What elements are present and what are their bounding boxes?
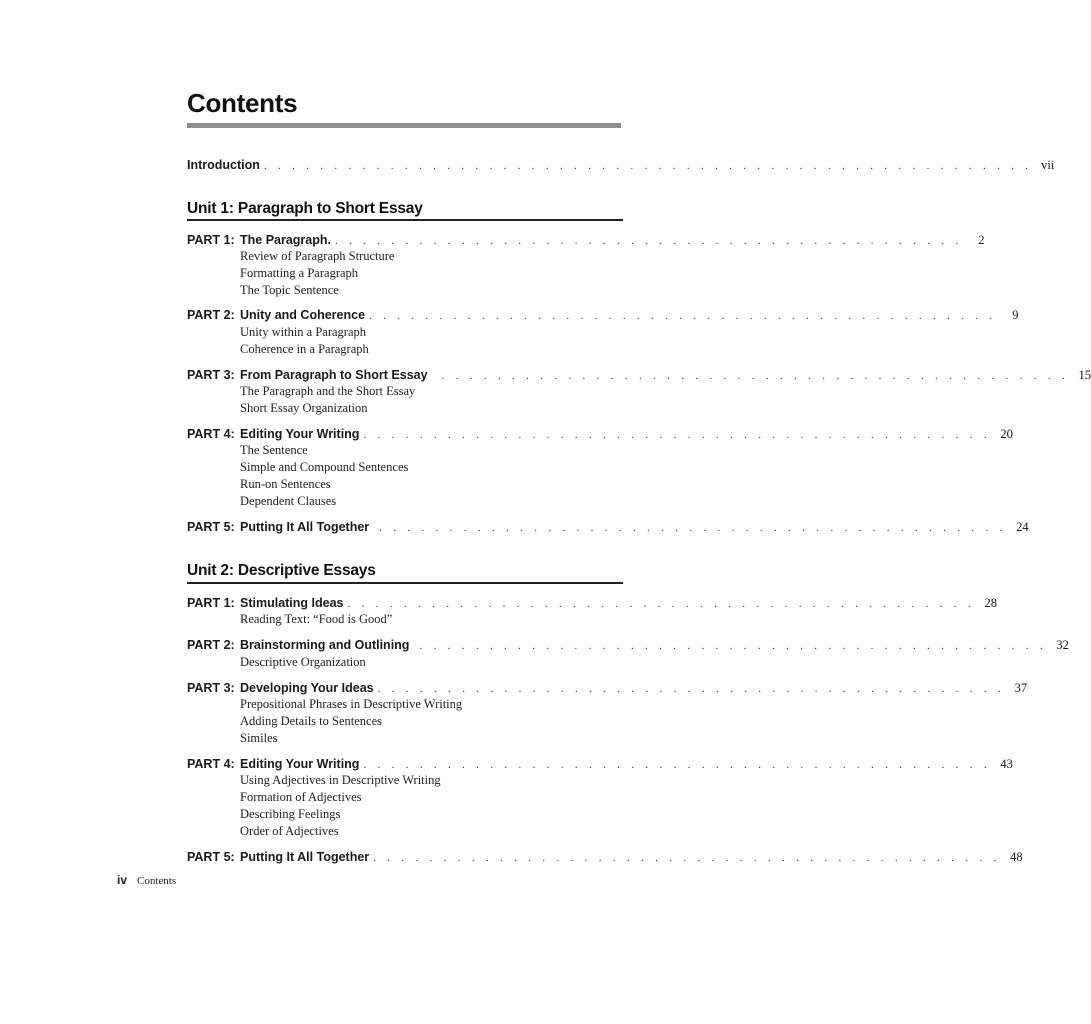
- part-page: 37: [1014, 681, 1028, 695]
- part-number: PART 5:: [187, 520, 235, 534]
- part-page: 28: [984, 596, 997, 610]
- dot-leader: . . . . . . . . . . . . . . . . . . . . . . . . . . . . . . . . . . . . . . . . . . . . .: [369, 310, 997, 322]
- subtopic: Describing Feelings: [240, 807, 341, 821]
- part-page: 24: [1016, 520, 1029, 534]
- subtopic: Dependent Clauses: [240, 494, 337, 508]
- dot-leader: . . . . . . . . . . . . . . . . . . . . . . . . . . . . . . . . . . . . . . . . . . . . . . . . . . . . . . .: [263, 160, 1033, 172]
- unit-1-title[interactable]: Unit 1: Paragraph to Short Essay: [187, 200, 423, 217]
- part-title: Editing Your Writing: [240, 427, 360, 441]
- part-page: 2: [978, 233, 985, 247]
- part-number: PART 4:: [187, 757, 235, 771]
- part-title: Unity and Coherence: [240, 308, 366, 322]
- part-page: 15: [1078, 368, 1091, 382]
- toc-entry-unit1-part2[interactable]: [187, 308, 1019, 326]
- toc-entry-page: vii: [1041, 158, 1055, 172]
- title-rule: [187, 123, 621, 128]
- subtopic: Simple and Compound Sentences: [240, 460, 409, 474]
- page-footer: [117, 873, 176, 887]
- part-number: PART 3:: [187, 681, 235, 695]
- page-title: Contents: [187, 88, 298, 118]
- subtopic: Adding Details to Sentences: [240, 714, 382, 728]
- footer-page-number: iv: [117, 873, 128, 887]
- toc-entry-unit2-part5[interactable]: [187, 850, 1023, 868]
- subtopic: Unity within a Paragraph: [240, 325, 367, 339]
- part-page: 32: [1056, 638, 1069, 652]
- subtopic: Reading Text: “Food is Good”: [240, 612, 393, 626]
- unit-2-rule: [187, 582, 623, 584]
- part-title: The Paragraph.: [240, 233, 331, 247]
- part-title: Brainstorming and Outlining: [240, 638, 410, 652]
- dot-leader: . . . . . . . . . . . . . . . . . . . . . . . . . . . . . . . . . . . . . . . . . . . . .: [363, 429, 991, 441]
- dot-leader: . . . . . . . . . . . . . . . . . . . . . . . . . . . . . . . . . . . . . . . . . . . . .: [363, 759, 991, 771]
- subtopic: The Sentence: [240, 443, 308, 457]
- part-page: 48: [1010, 850, 1023, 864]
- subtopic: Formatting a Paragraph: [240, 266, 359, 280]
- unit-1-rule: [187, 219, 623, 221]
- part-title: From Paragraph to Short Essay: [240, 368, 428, 382]
- dot-leader: . . . . . . . . . . . . . . . . . . . . . . . . . . . . . . . . . . . . . . . . . . . . .: [373, 852, 1001, 864]
- dot-leader: . . . . . . . . . . . . . . . . . . . . . . . . . . . . . . . . . . . . . . . . . . . . .: [347, 598, 975, 610]
- dot-leader: . . . . . . . . . . . . . . . . . . . . . . . . . . . . . . . . . . . . . . . . . . . . .: [419, 640, 1047, 652]
- part-page: 9: [1012, 308, 1019, 322]
- part-page: 43: [1000, 757, 1013, 771]
- subtopic: Run-on Sentences: [240, 477, 331, 491]
- part-page: 20: [1000, 427, 1013, 441]
- dot-leader: . . . . . . . . . . . . . . . . . . . . . . . . . . . . . . . . . . . . . . . . . . . . .: [377, 683, 1006, 695]
- toc-entry-unit1-part5[interactable]: [187, 520, 1029, 538]
- subtopic: Formation of Adjectives: [240, 790, 362, 804]
- subtopic: Coherence in a Paragraph: [240, 342, 369, 356]
- dot-leader: . . . . . . . . . . . . . . . . . . . . . . . . . . . . . . . . . . . . . . . . . . . . .: [441, 370, 1070, 382]
- toc-entry-label: Introduction: [187, 158, 260, 172]
- part-number: PART 2:: [187, 638, 235, 652]
- subtopic: Using Adjectives in Descriptive Writing: [240, 773, 441, 787]
- toc-entry-unit2-part2[interactable]: [187, 638, 1069, 656]
- subtopic: Order of Adjectives: [240, 824, 339, 838]
- part-number: PART 2:: [187, 308, 235, 322]
- part-number: PART 4:: [187, 427, 235, 441]
- part-number: PART 1:: [187, 233, 235, 247]
- part-number: PART 1:: [187, 596, 235, 610]
- subtopic: Review of Paragraph Structure: [240, 249, 395, 263]
- part-title: Editing Your Writing: [240, 757, 360, 771]
- subtopic: The Topic Sentence: [240, 283, 339, 297]
- unit-2-title[interactable]: Unit 2: Descriptive Essays: [187, 562, 376, 579]
- part-number: PART 3:: [187, 368, 235, 382]
- dot-leader: . . . . . . . . . . . . . . . . . . . . . . . . . . . . . . . . . . . . . . . . . . . . .: [379, 522, 1007, 534]
- subtopic: Similes: [240, 731, 278, 745]
- part-number: PART 5:: [187, 850, 235, 864]
- subtopic: Prepositional Phrases in Descriptive Writing: [240, 697, 463, 711]
- dot-leader: . . . . . . . . . . . . . . . . . . . . . . . . . . . . . . . . . . . . . . . . . . . . .: [335, 235, 963, 247]
- part-title: Putting It All Together: [240, 520, 370, 534]
- footer-label: Contents: [137, 875, 177, 887]
- subtopic: Descriptive Organization: [240, 655, 366, 669]
- toc-entry-introduction[interactable]: [187, 158, 1055, 176]
- part-title: Developing Your Ideas: [240, 681, 374, 695]
- part-title: Stimulating Ideas: [240, 596, 344, 610]
- subtopic: The Paragraph and the Short Essay: [240, 384, 416, 398]
- part-title: Putting It All Together: [240, 850, 370, 864]
- subtopic: Short Essay Organization: [240, 401, 368, 415]
